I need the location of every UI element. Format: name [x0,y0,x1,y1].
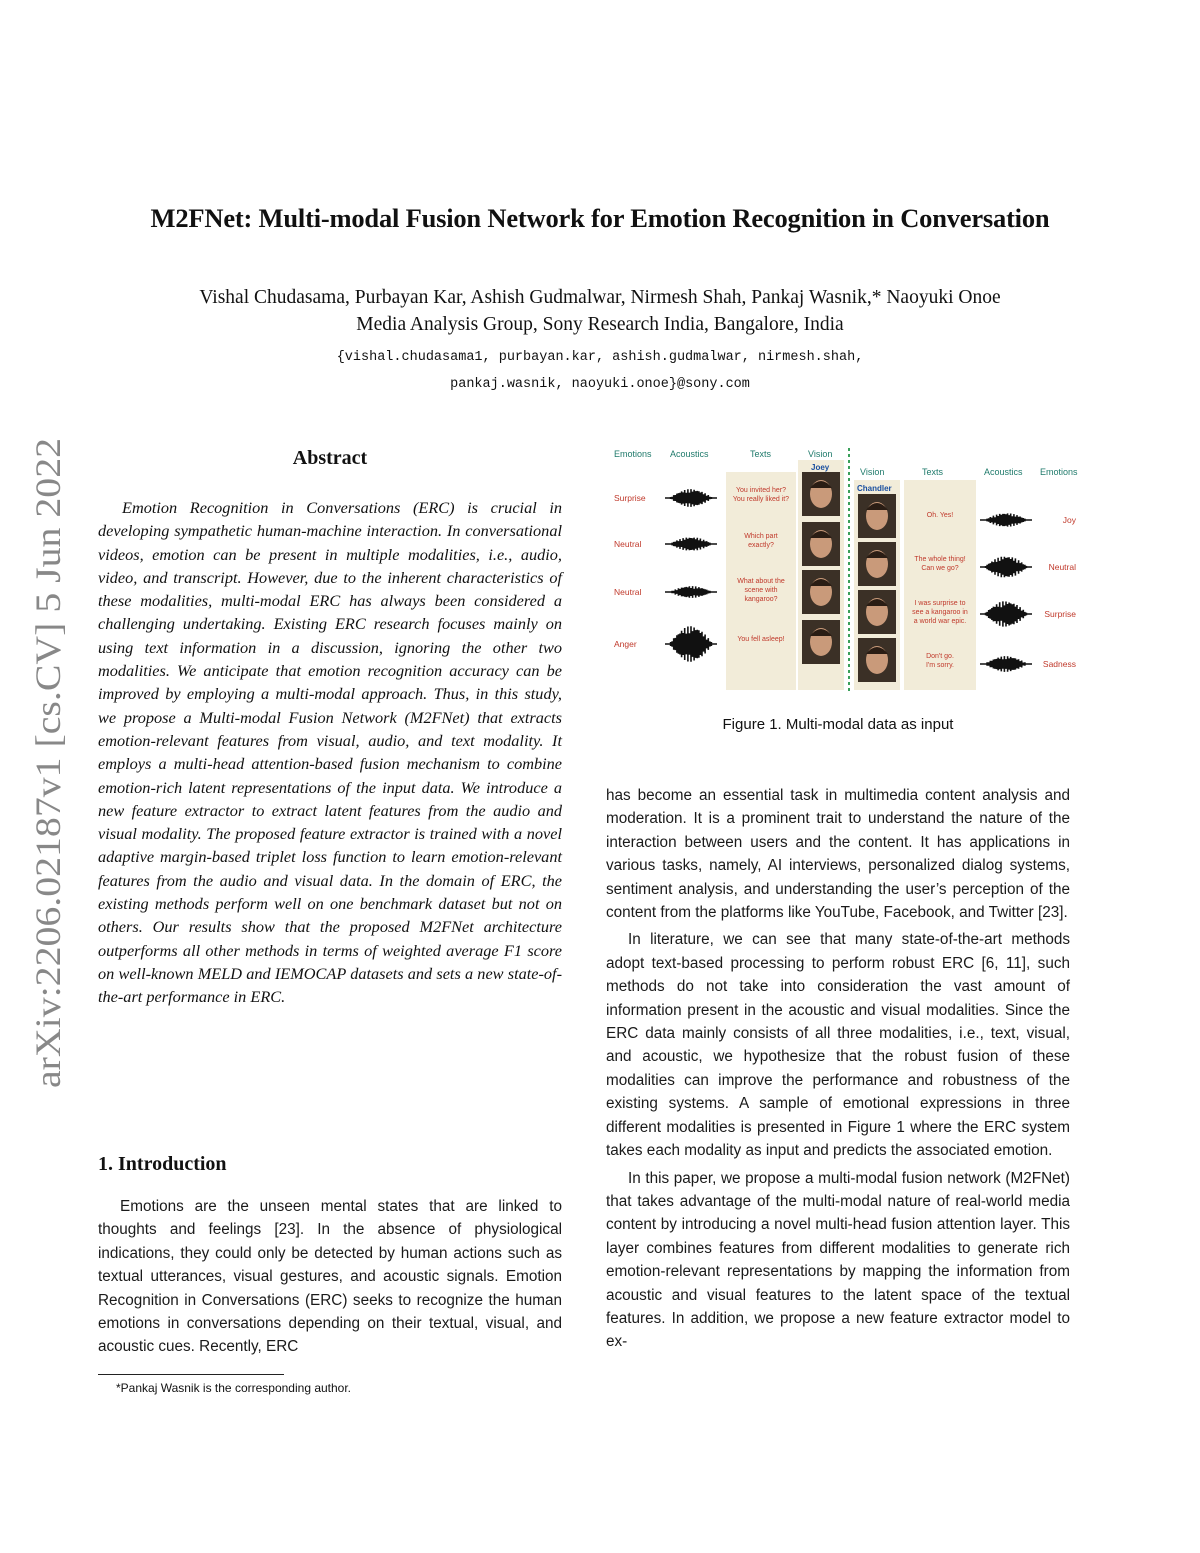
fig-right-text-3-0: Don't go. [926,653,954,660]
fig-left-face-0 [802,472,840,516]
fig-left-speaker: Joey [811,463,830,472]
fig-right-text-2-0: I was surprise to [914,600,966,607]
fig-header-texts-right: Texts [922,467,944,477]
fig-right-waveform-3 [980,656,1032,672]
fig-right-speaker: Chandler [857,484,892,493]
fig-left-waveform-1 [665,538,717,551]
paper-title: M2FNet: Multi-modal Fusion Network for Emotion Recognition in Conversation [150,203,1050,233]
fig-left-text-1-1: exactly? [748,542,774,549]
fig-left-emotion-1: Neutral [614,539,642,549]
abstract-heading: Abstract [292,447,368,469]
arxiv-stamp [22,428,70,1088]
fig-right-emotion-0: Joy [1062,515,1076,525]
figure-caption: Figure 1. Multi-modal data as input [722,716,954,733]
fig-right-emotion-3: Sadness [1042,659,1076,669]
fig-right-text-3-1: I'm sorry. [925,662,955,669]
fig-left-text-0-1: You really liked it? [732,496,790,503]
fig-right-face-2 [858,590,896,634]
fig-left-waveform-0 [665,489,717,507]
fig-right-waveform-0 [980,513,1032,526]
fig-left-text-3-0: You fell asleep! [737,636,785,643]
left-column [98,1195,562,1363]
arxiv-id: arXiv:2206.02187v1 [cs.CV] 5 Jun 2022 [28,500,68,1088]
fig-right-text-2-1: see a kangaroo in [912,609,968,616]
fig-right-waveform-1 [980,557,1032,577]
figure-1 [606,442,1086,700]
fig-left-emotion-3: Anger [614,639,637,649]
fig-right-emotion-1: Neutral [1048,562,1076,572]
author-block [60,284,1140,338]
fig-right-emotion-2: Surprise [1044,609,1076,619]
fig-right-text-0-0: Oh. Yes! [926,512,954,519]
right-paragraph-2: In this paper, we propose a multi-modal fusion network (M2FNet) that takes advantage of the multi-modal nature of real-world media content by introducing a novel multi-head fusion attention layer. This layer combines features from different modalities to generate rich emotion-relevant representations by mapping the information from acoustic and visual features to the latent space of the textual features. In addition, we propose a new feature extractor model to ex- [606,1169,1070,1351]
fig-left-face-3 [802,620,840,664]
footnote-rule [98,1374,284,1375]
right-paragraph-0: has become an essential task in multimedia content analysis and moderation. It is a prominent trait to understand the nature of the interaction between users and the content. It has applications in various tasks, namely, AI interviews, personalized dialog systems, sentiment analysis, and understanding the user’s perception of the content from the platforms like YouTube, Facebook, and Twitter [23]. [606,787,1070,922]
fig-left-text-2-1: scene with [744,587,778,594]
fig-header-emotions-left: Emotions [614,449,652,459]
right-paragraph-1: In literature, we can see that many state-of-the-art methods adopt text-based processing to perform robust ERC [6, 11], such methods do not take into consideration the vast amount of information present in the acoustic and visual modalities. Since the ERC data mainly consists of all three modalities, i.e., text, visual, and acoustic, we hypothesize that the robust fusion of these modalities can improve the performance and robustness of the existing systems. A sample of emotional expressions in three different modalities is presented in Figure 1 where the ERC system takes each modality as input and predicts the associated emotion. [606,931,1070,1160]
fig-header-vision-left: Vision [808,449,833,459]
fig-header-texts-left: Texts [750,449,772,459]
fig-right-text-1-0: The whole thing! [914,556,966,563]
fig-left-text-2-0: What about the [737,578,785,585]
fig-right-face-1 [858,542,896,586]
fig-header-emotions-right: Emotions [1040,467,1078,477]
right-column [606,784,1070,1358]
abstract-text: Emotion Recognition in Conversations (ERC) is crucial in developing sympathetic human-machine interaction. In conversational videos, emotion can be present in multiple modalities, i.e., audio, video, and transcript. However, due to the inherent characteristics of these modalities, multi-modal ERC has always been considered a challenging undertaking. Existing ERC research focuses mainly on using text information in a discussion, ignoring the other two modalities. We anticipate that emotion recognition accuracy can be improved by employing a multi-modal approach. Thus, in this study, we propose a Multi-modal Fusion Network (M2FNet) that extracts emotion-relevant features from visual, audio, and text modality. It employs a multi-head attention-based fusion mechanism to combine emotion-rich latent representations of the input data. We introduce a new feature extractor to extract latent features from the audio and visual modality. The proposed feature extractor is trained with a novel adaptive margin-based triplet loss function to learn emotion-relevant features from the audio and visual data. In the domain of ERC, the existing methods perform well on one benchmark dataset but not on others. Our results show that the proposed M2FNet architecture outperforms all other methods in terms of weighted average F1 score on well-known MELD and IEMOCAP datasets and sets a new state-of-the-art performance in ERC. [98,498,562,1007]
affiliation: Media Analysis Group, Sony Research India, Bangalore, India [356,314,844,335]
footnote: *Pankaj Wasnik is the corresponding author. [116,1381,352,1395]
fig-right-text-1-1: Can we go? [921,565,959,572]
fig-left-face-1 [802,522,840,566]
fig-left-text-1-0: Which part [744,533,778,540]
emails-line-1: {vishal.chudasama1, purbayan.kar, ashish.gudmalwar, nirmesh.shah, [336,350,864,365]
fig-header-acoustics-right: Acoustics [984,467,1023,477]
fig-right-text-2-2: a world war epic. [913,618,967,625]
fig-right-face-0 [858,494,896,538]
emails-line-2: pankaj.wasnik, naoyuki.onoe}@sony.com [450,377,750,392]
fig-left-waveform-2 [665,586,717,598]
fig-left-text-0-0: You invited her? [736,487,786,494]
fig-left-emotion-0: Surprise [614,493,646,503]
email-block [60,344,1140,398]
fig-left-waveform-3 [665,626,717,661]
fig-left-face-2 [802,570,840,614]
intro-paragraph-1: Emotions are the unseen mental states that are linked to thoughts and feelings [23]. In the absence of physiological indications, they could only be detected by human actions such as textual utterances, visual gestures, and acoustic signals. Emotion Recognition in Conversations (ERC) seeks to recognize the human emotions in conversations depending on their textual, visual, and acoustic cues. Recently, ERC [98,1198,562,1356]
fig-right-face-3 [858,638,896,682]
fig-header-acoustics-left: Acoustics [670,449,709,459]
introduction-heading: 1. Introduction [98,1153,227,1175]
fig-right-waveform-2 [980,601,1032,626]
authors-line: Vishal Chudasama, Purbayan Kar, Ashish Gudmalwar, Nirmesh Shah, Pankaj Wasnik,* Naoyuki Onoe [199,287,1001,308]
fig-left-text-2-2: kangaroo? [744,596,778,603]
fig-header-vision-right: Vision [860,467,885,477]
fig-left-emotion-2: Neutral [614,587,642,597]
